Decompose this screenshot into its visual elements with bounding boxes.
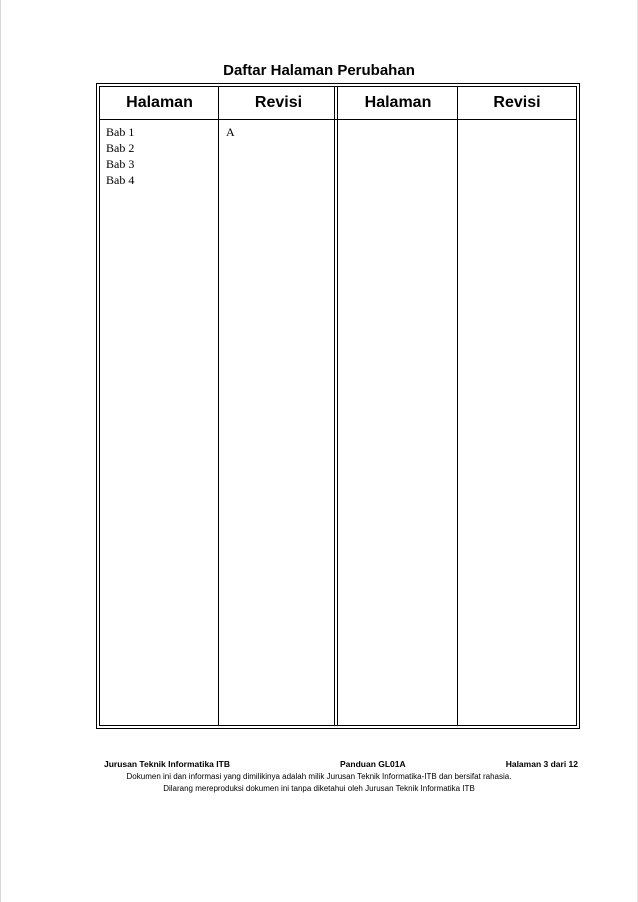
list-item: Bab 1 (106, 125, 135, 139)
header-revisi-1: Revisi (254, 94, 303, 111)
header-halaman-2: Halaman (364, 94, 432, 111)
footer-department: Jurusan Teknik Informatika ITB (104, 759, 230, 769)
footer-notice-line-1: Dokumen ini dan informasi yang dimilikinya adalah milik Jurusan Teknik Informatika-ITB dan bersifat rahasia. (126, 772, 512, 781)
footer (100, 759, 580, 773)
column-revisi-1 (219, 87, 338, 725)
halaman-list (106, 124, 134, 188)
column-halaman-2 (338, 87, 458, 725)
revision-table (96, 83, 580, 729)
table-header-row (100, 87, 576, 120)
list-item: Bab 3 (106, 157, 135, 171)
list-item: Bab 4 (106, 173, 135, 187)
header-revisi-2: Revisi (493, 94, 541, 111)
revisi-list (226, 124, 235, 140)
page-title: Daftar Halaman Perubahan (223, 62, 415, 79)
page-left-edge (0, 0, 1, 902)
column-revisi-2 (458, 87, 576, 725)
revision-table-inner (99, 86, 577, 726)
footer-doc-code: Panduan GL01A (340, 759, 406, 769)
footer-page-info: Halaman 3 dari 12 (505, 759, 578, 769)
list-item: A (226, 125, 235, 139)
footer-notice-line-2: Dilarang mereproduksi dokumen ini tanpa diketahui oleh Jurusan Teknik Informatika ITB (163, 784, 475, 793)
header-halaman-1: Halaman (126, 94, 193, 111)
list-item: Bab 2 (106, 141, 135, 155)
